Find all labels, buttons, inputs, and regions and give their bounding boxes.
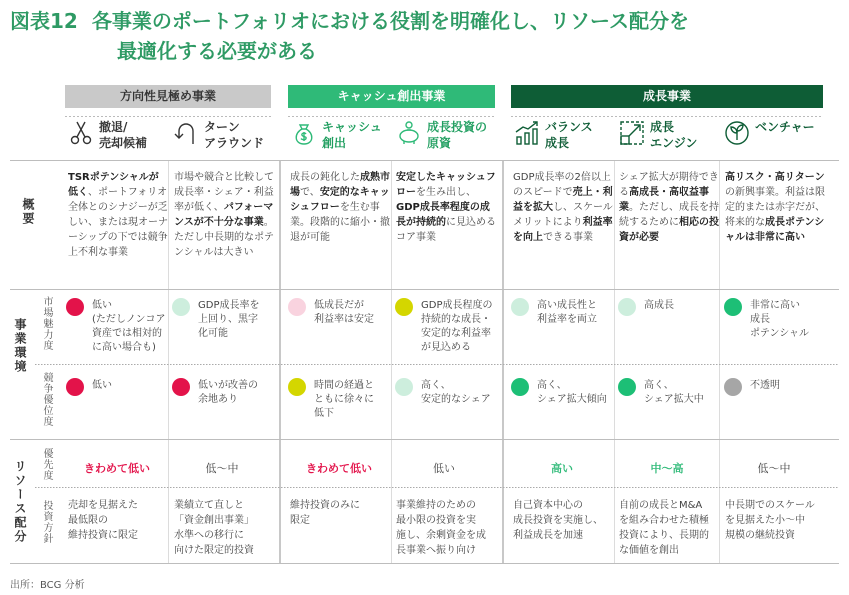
rating-dot <box>724 378 742 396</box>
money-bag-icon <box>291 120 317 146</box>
row-separator <box>10 289 839 290</box>
sublabel-investment-policy: 投資方針 <box>41 500 52 544</box>
policy-cell: 売却を見据えた 最低限の 維持投資に限定 <box>68 500 138 541</box>
policy-cell: 中長期でのスケール を見据えた小〜中 規模の継続投資 <box>725 500 815 541</box>
column-title: バランス 成長 <box>545 120 593 150</box>
policy-cell: 維持投資のみに 限定 <box>290 500 360 526</box>
column-header-exit <box>65 117 169 159</box>
rating-dot <box>395 378 413 396</box>
rating-dot <box>66 378 84 396</box>
expand-arrow-icon <box>619 120 645 146</box>
column-header-balanced-growth <box>511 117 615 159</box>
u-turn-arrow-icon <box>173 120 199 146</box>
priority-cell: きわめて低い <box>306 462 372 475</box>
rating-dot <box>172 298 190 316</box>
market-text: 高い成長性と 利益率を両立 <box>537 300 597 325</box>
compete-text: 高く、 安定的なシェア <box>421 380 491 405</box>
market-text: 低い (ただしノンコア 資産では相対的 に高い場合も) <box>92 300 166 353</box>
column-title: 撤退/ 売却候補 <box>99 120 148 150</box>
compete-text: 低い <box>92 380 112 391</box>
compete-text: 高く、 シェア拡大傾向 <box>537 380 607 405</box>
overview-cell: 市場や競合と比較して成長率・シェア・利益率が低く、パフォーマンスが不十分な事業。ただし中長期的なポテンシャルは大きい <box>174 172 274 258</box>
policy-cell: 事業維持のための 最小限の投資を実 施し、余剰資金を成 長事業へ振り向け <box>396 500 486 556</box>
policy-cell: 自前の成長とM&A を組み合わせた積極 投資により、長期的 な価値を創出 <box>619 500 709 556</box>
column-header-investment-source <box>393 117 497 159</box>
sublabel-competitive-advantage: 競争優位度 <box>41 372 52 427</box>
rating-dot <box>618 298 636 316</box>
market-text: 高成長 <box>644 300 674 311</box>
group-header-direction: 方向性見極め事業 <box>65 85 271 108</box>
priority-cell: 中〜高 <box>650 462 684 475</box>
compete-text: 高く、 シェア拡大中 <box>644 380 704 405</box>
row-separator <box>10 563 839 564</box>
overview-cell: 高リスク・高リターンの新興事業。利益は限定的または赤字だが、将来的な成長ポテンシャルは非常に高い <box>725 172 825 243</box>
column-title: 成長投資の 原資 <box>427 120 488 150</box>
page-title <box>10 6 840 66</box>
rating-dot <box>618 378 636 396</box>
column-title: キャッシュ 創出 <box>322 120 382 150</box>
column-title: 成長 エンジン <box>650 120 698 150</box>
market-text: 非常に高い 成長 ポテンシャル <box>750 300 810 339</box>
priority-cell: 高い <box>551 462 573 475</box>
rating-dot <box>66 298 84 316</box>
priority-cell: 低〜中 <box>205 462 239 475</box>
column-title: ターン アラウンド <box>204 120 265 150</box>
source-note: 出所：BCG 分析 <box>10 580 85 591</box>
row-label-environment: 事業環境 <box>13 318 27 374</box>
rating-dot <box>172 378 190 396</box>
sublabel-priority: 優先度 <box>41 448 52 481</box>
title-line-1: 各事業のポートフォリオにおける役割を明確化し、リソース配分を <box>91 9 690 33</box>
market-text: GDP成長率を 上回り、黒字 化可能 <box>198 300 260 339</box>
sublabel-market-attractiveness: 市場魅力度 <box>41 296 52 351</box>
policy-cell: 自己資本中心の 成長投資を実施し、 利益成長を加速 <box>513 500 603 541</box>
overview-cell: TSRポテンシャルが低く、ポートフォリオ全体とのシナジーが乏しい、または現オーナーシップの下では競争上不利な事業 <box>68 172 168 258</box>
column-header-venture <box>721 117 839 159</box>
overview-cell: GDP成長率の2倍以上のスピードで売上・利益を拡大し、スケールメリットにより利益率を向上できる事業 <box>513 172 613 243</box>
row-label-resource: リソース配分 <box>13 460 27 544</box>
subrow-separator <box>35 487 839 488</box>
policy-cell: 業績立て直しと 「資金創出事業」 水準への移行に 向けた限定的投資 <box>174 500 254 556</box>
rating-dot <box>395 298 413 316</box>
compete-text: 不透明 <box>750 380 780 391</box>
compete-text: 低いが改善の 余地あり <box>198 380 258 405</box>
column-header-turnaround <box>170 117 274 159</box>
subrow-separator <box>35 364 839 365</box>
group-header-cash: キャッシュ創出事業 <box>288 85 495 108</box>
row-separator <box>10 439 839 440</box>
rating-dot <box>288 298 306 316</box>
title-line-2: 最適化する必要がある <box>117 39 317 63</box>
overview-cell: シェア拡大が期待できる高成長・高収益事業。ただし、成長を持続するために相応の投資が必要 <box>619 172 719 243</box>
row-separator <box>10 160 839 161</box>
overview-cell: 安定したキャッシュフローを生み出し、GDP成長率程度の成長が持続的に見込めるコア事業 <box>396 172 496 243</box>
rating-dot <box>511 378 529 396</box>
bar-growth-icon <box>514 120 540 146</box>
group-header-growth: 成長事業 <box>511 85 823 108</box>
market-note: (ただしノンコア 資産では相対的 に高い場合も) <box>92 314 166 353</box>
priority-cell: きわめて低い <box>84 462 150 475</box>
market-text: 低成長だが 利益率は安定 <box>314 300 374 325</box>
rating-dot <box>724 298 742 316</box>
overview-cell: 成長の鈍化した成熟市場で、安定的なキャッシュフローを生む事業。段階的に縮小・撤退が可能 <box>290 172 390 243</box>
figure-number: 図表12 <box>10 9 78 33</box>
compete-text: 時間の経過と ともに徐々に 低下 <box>314 380 374 419</box>
rating-dot <box>288 378 306 396</box>
scissors-icon <box>68 120 94 146</box>
column-title: ベンチャー <box>755 120 815 134</box>
priority-cell: 低〜中 <box>757 462 791 475</box>
row-label-overview: 概要 <box>21 198 35 226</box>
column-header-cash-creation <box>288 117 392 159</box>
piggy-bank-icon <box>396 120 422 146</box>
priority-cell: 低い <box>433 462 455 475</box>
group-column-divider <box>279 161 281 563</box>
group-column-divider <box>502 161 504 563</box>
rating-dot <box>511 298 529 316</box>
column-header-growth-engine <box>616 117 720 159</box>
sprout-icon <box>724 120 750 146</box>
market-text: GDP成長程度の 持続的な成長・ 安定的な利益率 が見込める <box>421 300 493 353</box>
